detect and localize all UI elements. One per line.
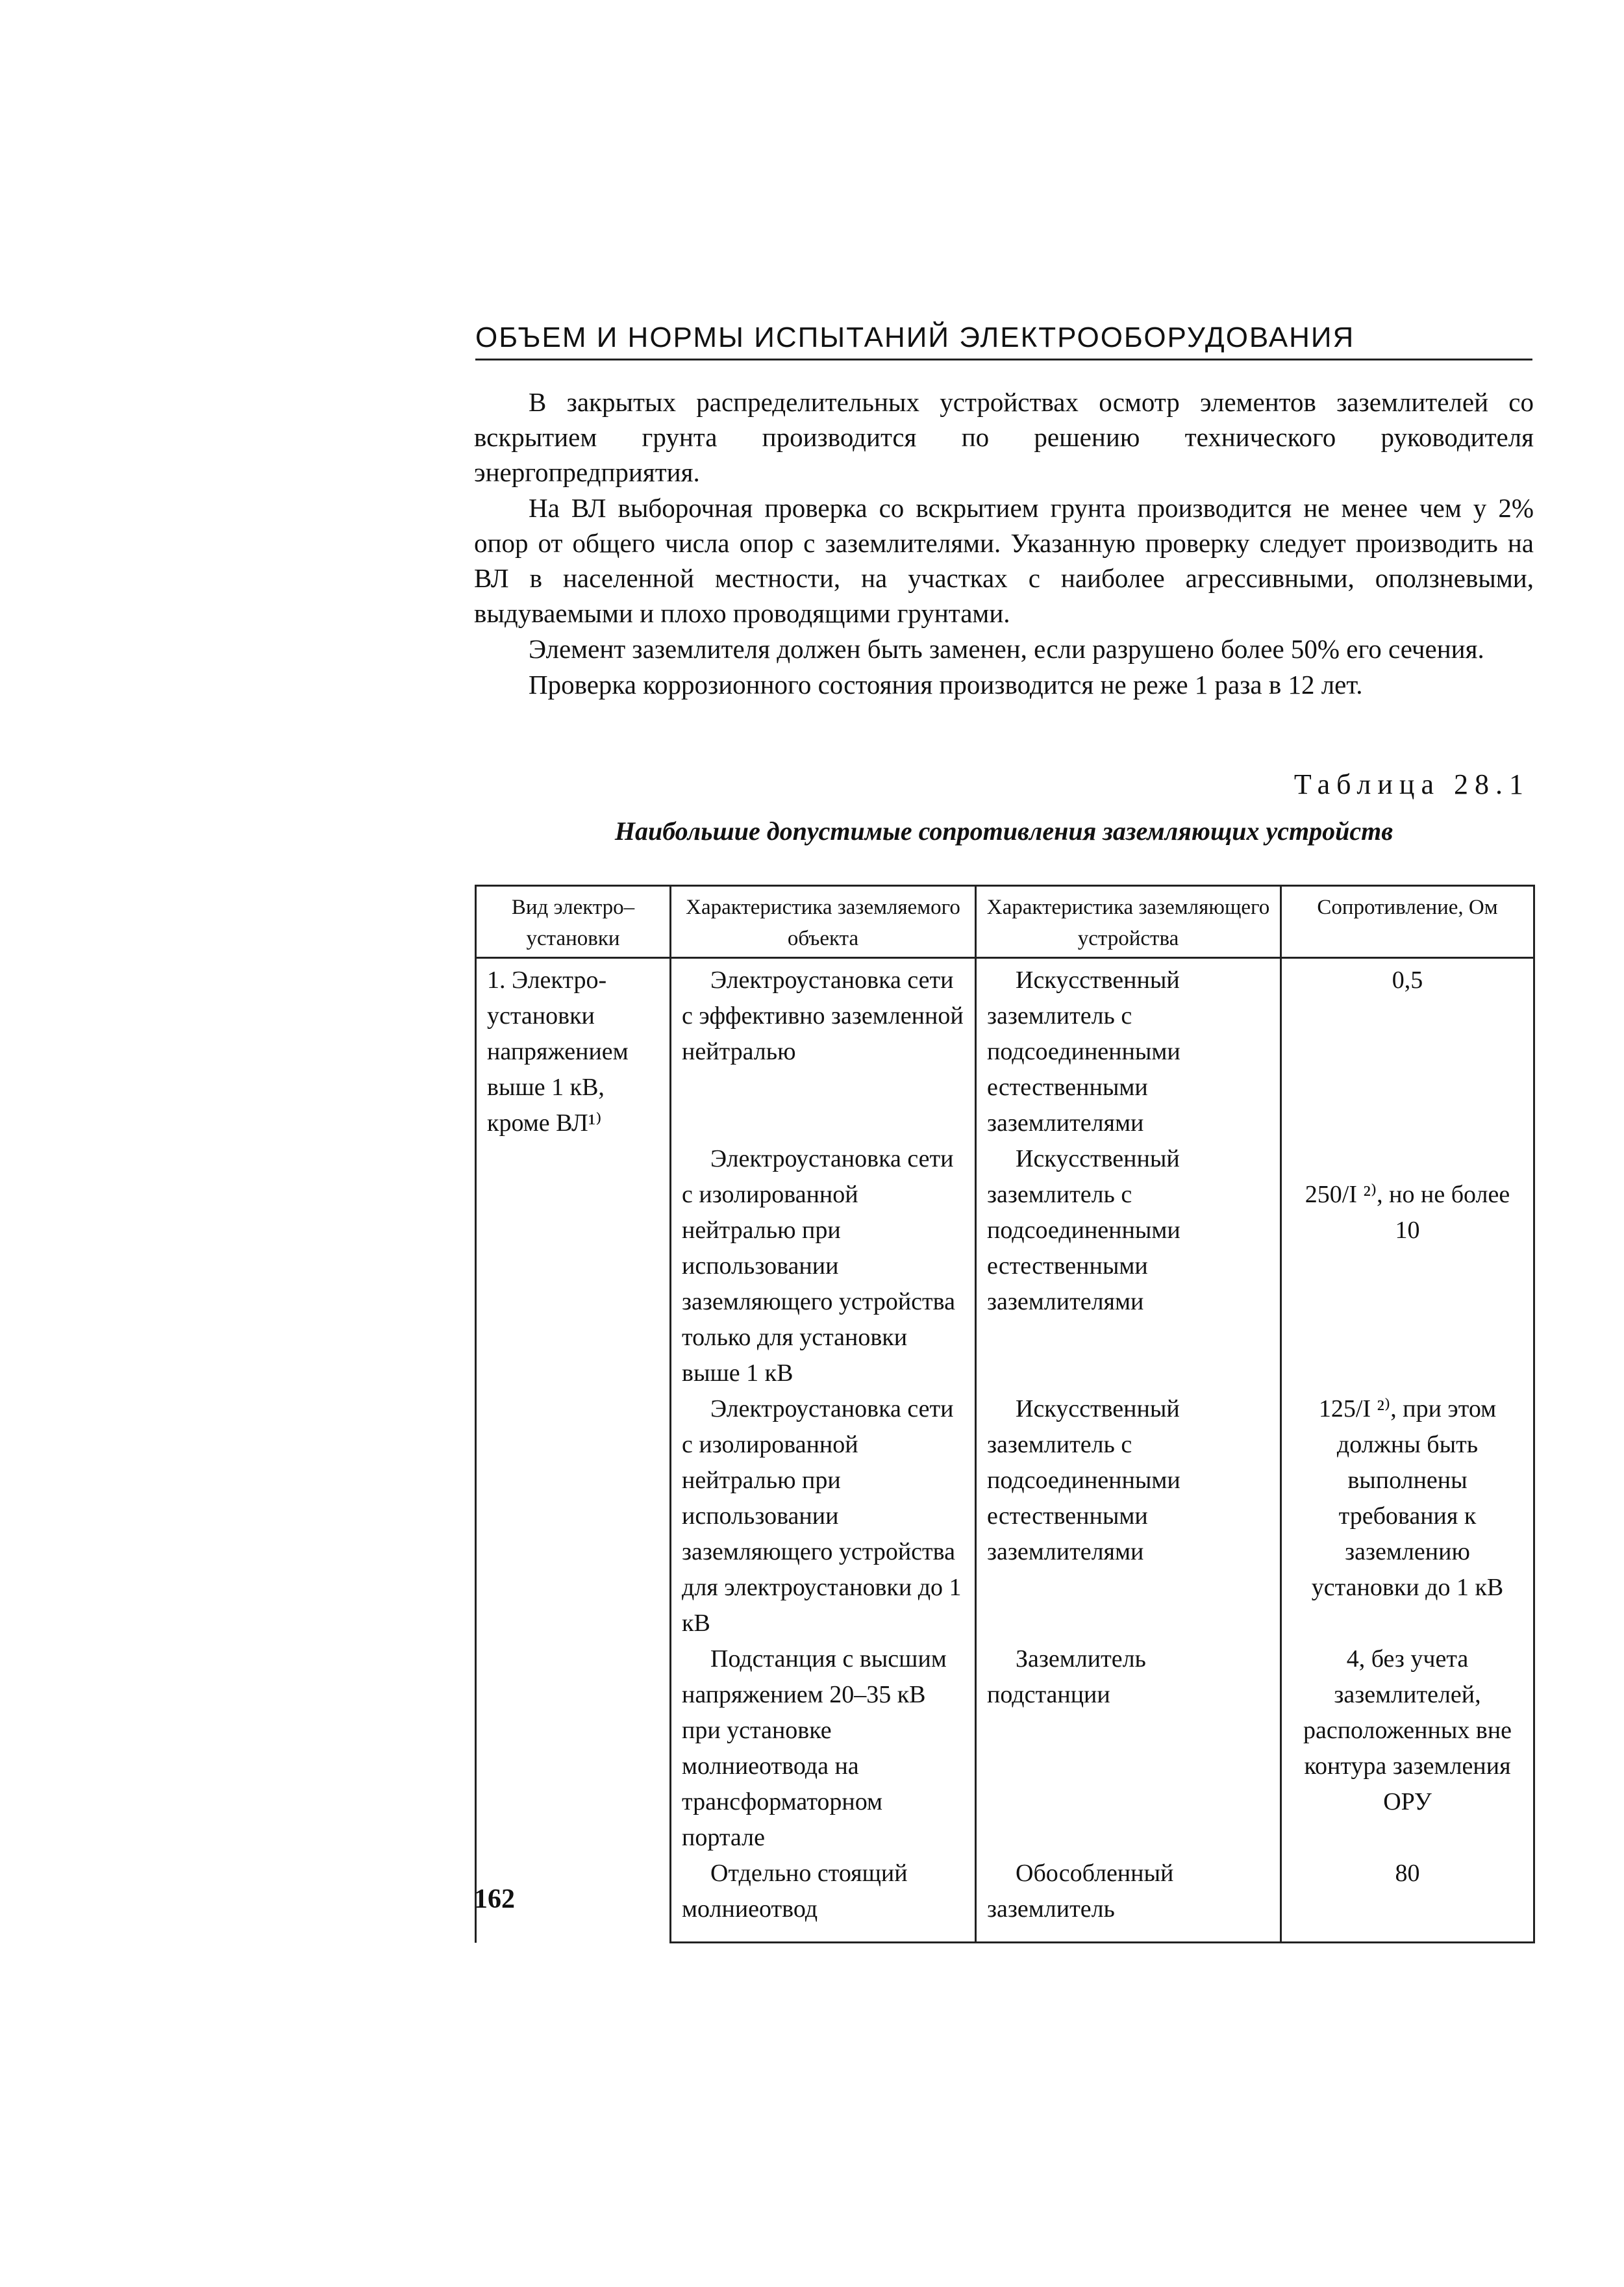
column-header: Сопротивление, Ом	[1281, 886, 1534, 958]
table-title: Наибольшие допустимые сопротивления заземляющих устройств	[614, 816, 1393, 846]
resistance-cell: 80	[1281, 1856, 1534, 1943]
paragraph: Проверка коррозионного состояния производится не реже 1 раза в 12 лет.	[529, 670, 1363, 700]
object-cell: Отдельно стоящий молниеотвод	[671, 1856, 976, 1943]
resistance-cell: 250/I ²⁾, но не более 10	[1281, 1141, 1534, 1391]
table-header-row	[476, 886, 1534, 958]
device-cell: Искусственный заземлитель с подсоединенными естественными заземлителями	[976, 1391, 1281, 1641]
running-title: ОБЪЕМ И НОРМЫ ИСПЫТАНИЙ ЭЛЕКТРООБОРУДОВАНИЯ	[475, 322, 1355, 353]
installation-type-cell: 1. Электро-установки напряжением выше 1 кВ, кроме ВЛ¹⁾	[476, 958, 671, 1943]
object-cell: Подстанция с высшим напряжением 20–35 кВ при установке молниеотвода на трансформаторном портале	[671, 1641, 976, 1856]
table-label: Таблица 28.1	[1293, 768, 1530, 800]
column-header: Характеристика заземляемого объекта	[671, 886, 976, 958]
object-cell: Электроустановка сети с изолированной нейтралью при использовании заземляющего устройства для электроустановки до 1 кВ	[671, 1391, 976, 1641]
resistance-cell: 4, без учета заземлителей, расположенных вне контура заземления ОРУ	[1281, 1641, 1534, 1856]
page-number: 162	[474, 1884, 515, 1914]
body-text	[474, 385, 1534, 703]
paragraph: Элемент заземлителя должен быть заменен, если разрушено более 50% его сечения.	[529, 634, 1484, 664]
object-cell: Электроустановка сети с эффективно заземленной нейтралью	[671, 958, 976, 1142]
device-cell: Заземлитель подстанции	[976, 1641, 1281, 1856]
device-cell: Обособленный заземлитель	[976, 1856, 1281, 1943]
running-header	[475, 320, 1532, 360]
paragraph: В закрытых распределительных устройствах осмотр элементов заземлителей со вскрытием грунта производится по решению технического руководителя энергопредприятия.	[474, 387, 1534, 487]
column-header: Вид электро–установки	[476, 886, 671, 958]
device-cell: Искусственный заземлитель с подсоединенными естественными заземлителями	[976, 1141, 1281, 1391]
resistance-table	[475, 885, 1535, 1943]
object-cell: Электроустановка сети с изолированной нейтралью при использовании заземляющего устройства только для установки выше 1 кВ	[671, 1141, 976, 1391]
resistance-cell: 0,5	[1281, 958, 1534, 1142]
column-header: Характеристика заземляющего устройства	[976, 886, 1281, 958]
device-cell: Искусственный заземлитель с подсоединенными естественными заземлителями	[976, 958, 1281, 1142]
resistance-cell: 125/I ²⁾, при этом должны быть выполнены требования к заземлению установки до 1 кВ	[1281, 1391, 1534, 1641]
paragraph: На ВЛ выборочная проверка со вскрытием грунта производится не менее чем у 2% опор от общего числа опор с заземлителями. Указанную проверку следует производить на ВЛ в населенной местности, на участках с наиболее агрессивными, оползневыми, выдуваемыми и плохо проводящими грунтами.	[474, 493, 1534, 628]
table-row	[476, 958, 1534, 1142]
